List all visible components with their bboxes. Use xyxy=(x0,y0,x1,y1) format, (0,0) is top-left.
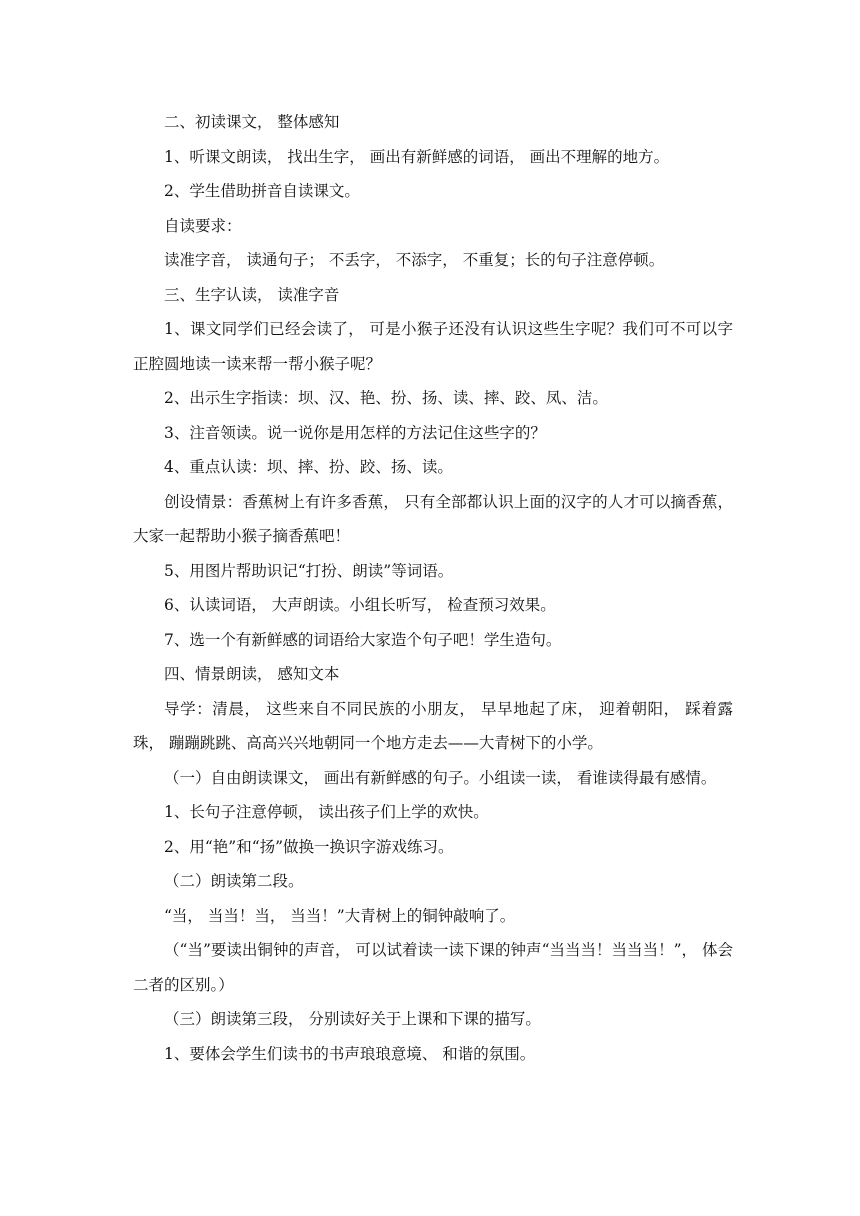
paragraph: 自读要求： xyxy=(164,216,242,235)
document-body xyxy=(133,105,733,1071)
paragraph: 1、长句子注意停顿， 读出孩子们上学的欢快。 xyxy=(164,803,489,821)
paragraph: 读准字音， 读通句子； 不丢字， 不添字， 不重复；长的句子注意停顿。 xyxy=(164,251,665,269)
paragraph: 2、用“艳”和“扬”做换一换识字游戏练习。 xyxy=(164,837,454,856)
paragraph: 3、注音领读。说一说你是用怎样的方法记住这些字的？ xyxy=(164,423,546,442)
paragraph: 1、听课文朗读， 找出生字， 画出有新鲜感的词语， 画出不理解的地方。 xyxy=(164,147,670,166)
section-heading: 二、初读课文， 整体感知 xyxy=(164,113,340,131)
paragraph: “当， 当当！当， 当当！”大青树上的铜钟敲响了。 xyxy=(164,906,516,925)
paragraph: 2、出示生字指读：坝、汉、艳、扮、扬、读、摔、跤、凤、洁。 xyxy=(164,389,608,407)
paragraph: 1、要体会学生们读书的书声琅琅意境、 和谐的氛围。 xyxy=(164,1044,536,1063)
paragraph: （一）自由朗读课文， 画出有新鲜感的句子。小组读一读， 看谁读得最有感情。 xyxy=(164,768,717,787)
paragraph: 7、选一个有新鲜感的词语给大家造个句子吧！学生造句。 xyxy=(164,630,562,649)
paragraph: （二）朗读第二段。 xyxy=(164,872,304,890)
section-heading: 三、生字认读， 读准字音 xyxy=(164,285,340,304)
section-heading: 四、情景朗读， 感知文本 xyxy=(164,665,340,683)
paragraph: 导学：清晨， 这些来自不同民族的小朋友， 早早地起了床， 迎着朝阳， 踩着露珠， 蹦蹦跳跳、高高兴兴地朝同一个地方走去——大青树下的小学。 xyxy=(133,699,733,752)
paragraph: 1、课文同学们已经会读了， 可是小猴子还没有认识这些生字呢？我们可不可以字正腔圆地读一读来帮一帮小猴子呢？ xyxy=(133,320,733,373)
paragraph: 5、用图片帮助识记“打扮、朗读”等词语。 xyxy=(164,561,454,580)
paragraph: 6、认读词语， 大声朗读。小组长听写， 检查预习效果。 xyxy=(164,596,556,614)
paragraph: （三）朗读第三段， 分别读好关于上课和下课的描写。 xyxy=(164,1010,541,1028)
paragraph: （“当”要读出铜钟的声音， 可以试着读一读下课的钟声“当当当！当当当！”， 体会二者的区别。） xyxy=(133,941,733,994)
paragraph: 4、重点认读：坝、摔、扮、跤、扬、读。 xyxy=(164,458,453,476)
paragraph: 2、学生借助拼音自读课文。 xyxy=(164,182,360,200)
paragraph: 创设情景：香蕉树上有许多香蕉， 只有全部都认识上面的汉字的人才可以摘香蕉， 大家一起帮助小猴子摘香蕉吧！ xyxy=(133,492,733,545)
